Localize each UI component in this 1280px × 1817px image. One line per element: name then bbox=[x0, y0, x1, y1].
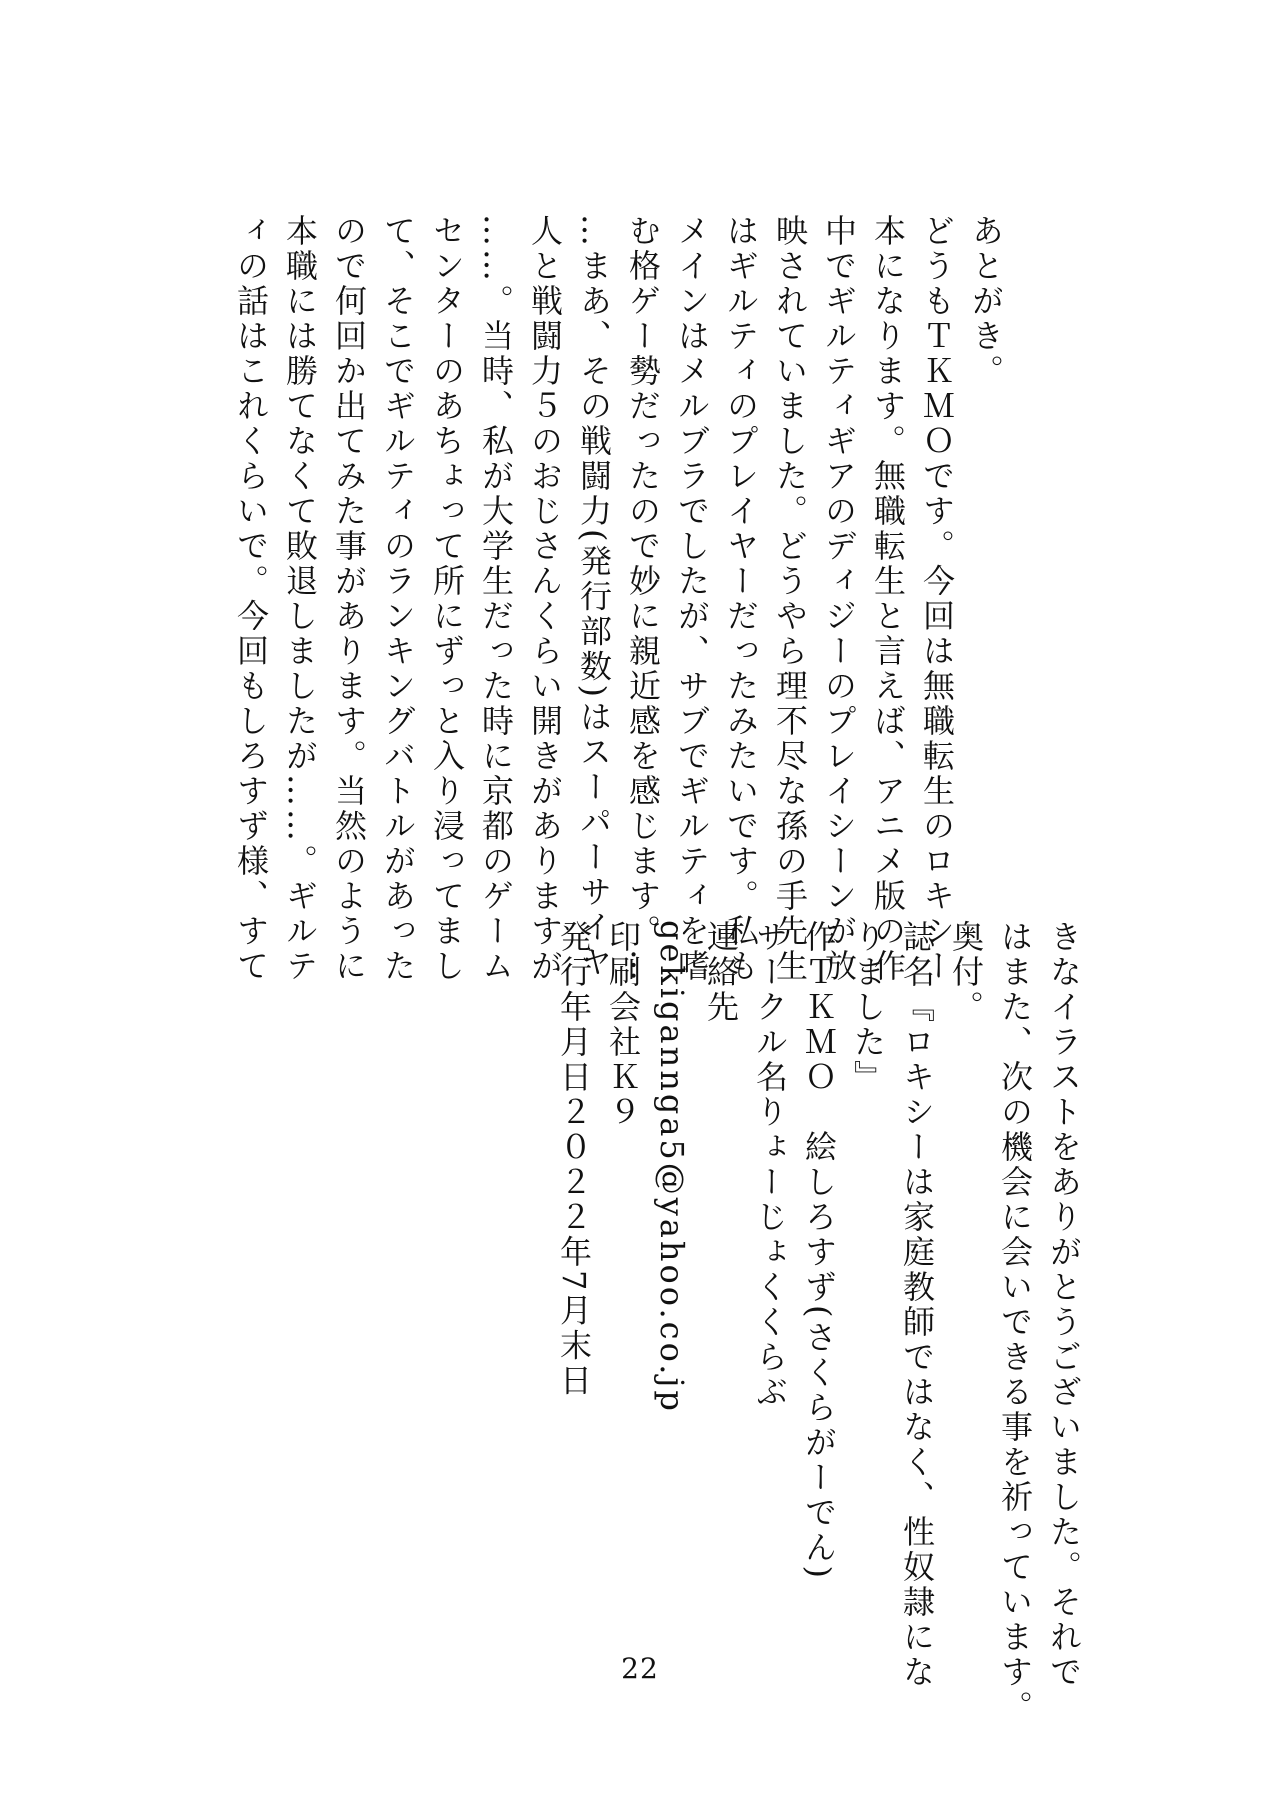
colophon-line: サークル名りょーじょくくらぶ bbox=[751, 920, 789, 1410]
afterword-line: …まあ、その戦闘力(発行部数)はスーパーサイヤ bbox=[575, 214, 613, 980]
afterword-line: はギルティのプレイヤーだったみたいです。私も bbox=[722, 214, 760, 984]
colophon-line: 発行年月日２０２２年7月末日 bbox=[555, 920, 593, 1399]
afterword-line: どうもＴＫＭＯです。今回は無職転生のロキシー bbox=[918, 214, 956, 984]
afterword-line: ィの話はこれくらいで。今回もしろすず様、すて bbox=[232, 214, 270, 984]
afterword-line: て、そこでギルティのランキングバトルがあった bbox=[379, 214, 417, 984]
colophon-line: はまた、次の機会に会いできる事を祈っています。 bbox=[996, 920, 1034, 1725]
colophon-text bbox=[549, 920, 1088, 1725]
afterword-line: ので何回か出てみた事があります。当然のように bbox=[330, 214, 368, 984]
afterword-line: む格ゲー勢だったので妙に親近感を感じます。… bbox=[624, 214, 662, 984]
colophon-line: 印刷会社Ｋ９ bbox=[604, 920, 642, 1130]
afterword-line: あとがき。 bbox=[967, 214, 1005, 389]
afterword-line: センターのあちょって所にずっと入り浸ってまし bbox=[428, 214, 466, 984]
colophon-line: きなイラストをありがとうございました。それで bbox=[1045, 920, 1083, 1690]
colophon-line: 作ＴＫＭＯ 絵しろすず(さくらがーでん) bbox=[800, 920, 838, 1581]
page-number: 22 bbox=[621, 1652, 659, 1685]
colophon-line: りました』 bbox=[849, 920, 887, 1095]
colophon-email: gekigannga5@yahoo.co.jp bbox=[653, 920, 691, 1414]
afterword-line: メインはメルブラでしたが、サブでギルティを嗜 bbox=[673, 214, 711, 984]
colophon-line: 誌名『ロキシーは家庭教師ではなく、性奴隷にな bbox=[898, 920, 936, 1690]
afterword-line: 中でギルティギアのディジーのプレイシーンが放 bbox=[820, 214, 858, 984]
afterword-line: 人と戦闘力５のおじさんくらい開きがありますが bbox=[526, 214, 564, 984]
afterword-line: ……。当時、私が大学生だった時に京都のゲーム bbox=[477, 214, 515, 984]
afterword-line: 本職には勝てなくて敗退しましたが……。ギルテ bbox=[281, 214, 319, 984]
colophon-line: 奥付。 bbox=[947, 920, 985, 1025]
afterword-line: 映されていました。どうやら理不尽な孫の手先生 bbox=[771, 214, 809, 984]
colophon-line: 連絡先 bbox=[702, 920, 740, 1025]
afterword-line: 本になります。無職転生と言えば、アニメ版の作 bbox=[869, 214, 907, 984]
